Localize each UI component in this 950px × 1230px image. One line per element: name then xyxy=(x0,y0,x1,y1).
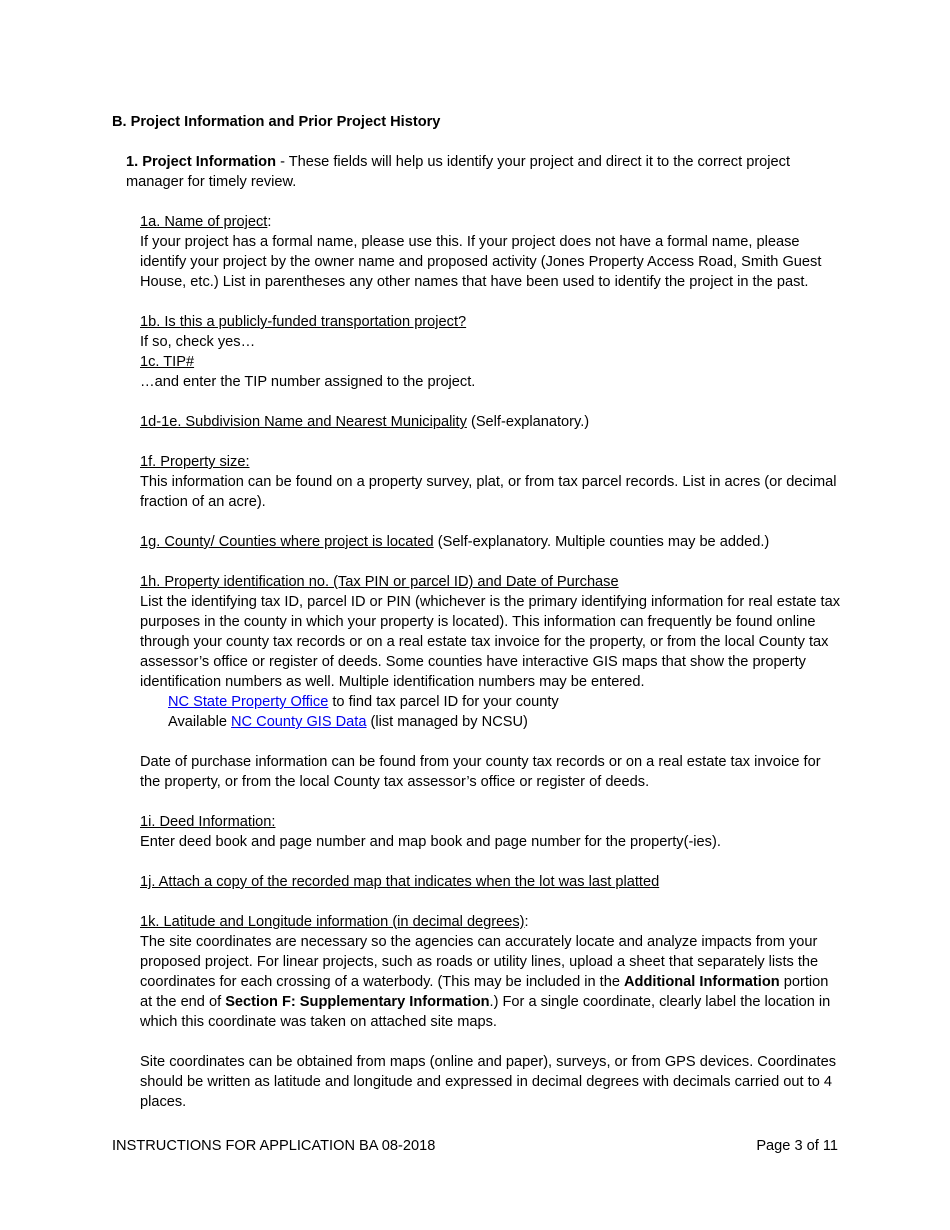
item-1a-suffix: : xyxy=(267,214,272,230)
item-1a-label: 1a. Name of project xyxy=(140,214,268,230)
nc-state-property-office-link[interactable]: NC State Property Office xyxy=(168,694,329,710)
item-1k-text-b: portion at the end of xyxy=(140,974,829,1010)
item-1k-text-2: Site coordinates can be obtained from maps (online and paper), surveys, or from GPS devices. Coordinates should be written as latitude and longitude and expressed in decimal degrees with decimals carried out to 4 places. xyxy=(140,1054,836,1110)
item-1i-label: 1i. Deed Information: xyxy=(140,814,276,830)
item-1k-suffix: : xyxy=(524,914,529,930)
item-1h-heading xyxy=(140,572,840,592)
item-1a-text: If your project has a formal name, please use this. If your project does not have a formal name, please identify your project by the owner name and proposed activity (Jones Property Access Road, Smith Guest House, etc.) List in parentheses any other names that have been used to identify the project in the past. xyxy=(140,234,822,290)
item-1f-heading xyxy=(140,452,840,472)
item-1h-purchase-text: Date of purchase information can be found from your county tax records or on a real estate tax invoice for the property, or from the local County tax assessor’s office or register of deeds. xyxy=(140,754,821,790)
item-1k-heading xyxy=(140,912,840,932)
item-1h-label: 1h. Property identification no. (Tax PIN or parcel ID) and Date of Purchase xyxy=(140,574,619,590)
item-1f-text: This information can be found on a property survey, plat, or from tax parcel records. List in acres (or decimal fraction of an acre). xyxy=(140,474,837,510)
item-1g-text: (Self-explanatory. Multiple counties may be added.) xyxy=(433,534,770,550)
footer-page-number: Page 3 of 11 xyxy=(756,1138,838,1154)
item-1i-text: Enter deed book and page number and map book and page number for the property(-ies). xyxy=(140,834,721,850)
item-1h-link2-suffix: (list managed by NCSU) xyxy=(366,714,528,730)
item-1j-heading xyxy=(140,872,840,892)
item-1i-heading xyxy=(140,812,840,832)
item-1g-label: 1g. County/ Counties where project is located xyxy=(140,534,434,550)
item-1k-text-a: The site coordinates are necessary so the agencies can accurately locate and analyze impacts from your proposed project. For linear projects, such as roads or utility lines, upload a sheet that separately lists the coordinates for each crossing of a waterbody. (This may be included in the xyxy=(140,934,819,990)
footer-document-title: INSTRUCTIONS FOR APPLICATION BA 08-2018 xyxy=(112,1138,436,1154)
item-1k-label: 1k. Latitude and Longitude information (in decimal degrees) xyxy=(140,914,525,930)
item-1b-text: If so, check yes… xyxy=(140,334,256,350)
item-1g-heading xyxy=(140,532,840,552)
item-1k-bold-b: Section F: Supplementary Information xyxy=(225,994,490,1010)
item-1a-heading xyxy=(140,212,840,232)
item-1b-label: 1b. Is this a publicly-funded transportation project? xyxy=(140,314,467,330)
item-1d-text: (Self-explanatory.) xyxy=(466,414,590,430)
item-1h-link1-line xyxy=(140,692,840,712)
item-1j-label: 1j. Attach a copy of the recorded map that indicates when the lot was last platted xyxy=(140,874,660,890)
item-1h-link2-line xyxy=(140,712,840,732)
instructions-body xyxy=(140,212,840,1112)
item-1b-heading xyxy=(140,312,840,332)
item-1k-bold-a: Additional Information xyxy=(624,974,780,990)
item-1c-text: …and enter the TIP number assigned to the project. xyxy=(140,374,476,390)
item-1h-text: List the identifying tax ID, parcel ID or PIN (whichever is the primary identifying information for real estate tax purposes in the county in which your property is located). This information can frequently be found online through your county tax records or on a real estate tax invoice for the property, or from the local County tax assessor’s office or register of deeds. Some counties have interactive GIS maps that show the property identification numbers as well. Multiple identification numbers may be entered. xyxy=(140,594,840,690)
project-information-title: 1. Project Information xyxy=(126,154,277,170)
item-1k-text-c: .) For a single coordinate, clearly label the location in which this coordinate was taken on attached site maps. xyxy=(140,994,831,1030)
item-1d-label: 1d-1e. Subdivision Name and Nearest Municipality xyxy=(140,414,467,430)
nc-county-gis-data-link[interactable]: NC County GIS Data xyxy=(231,714,367,730)
project-information-text: - These fields will help us identify your project and direct it to the correct project manager for timely review. xyxy=(126,154,791,190)
item-1h-link1-suffix: to find tax parcel ID for your county xyxy=(328,694,559,710)
project-information-paragraph xyxy=(126,152,838,192)
item-1h-link2-prefix: Available xyxy=(168,714,232,730)
section-heading: B. Project Information and Prior Project History xyxy=(112,114,441,130)
item-1k-text xyxy=(140,932,840,1032)
item-1d-heading xyxy=(140,412,840,432)
item-1c-heading xyxy=(140,352,840,372)
item-1f-label: 1f. Property size: xyxy=(140,454,250,470)
item-1c-label: 1c. TIP# xyxy=(140,354,195,370)
